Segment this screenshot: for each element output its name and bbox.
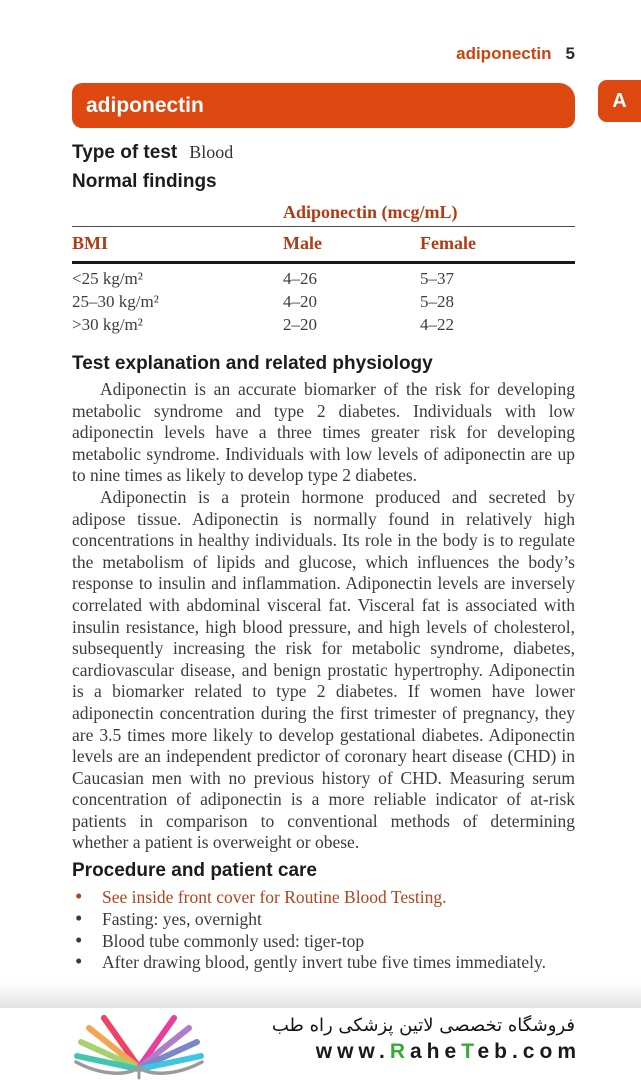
- table-row: [72, 313, 575, 336]
- website-segment: eb.com: [477, 1040, 581, 1063]
- website-link[interactable]: [316, 1040, 581, 1064]
- explanation-paragraph: Adiponectin is a protein hormone produced and secreted by adipose tissue. Adiponectin is normally found in relatively high concentrations in healthy individuals. Its role in the body is to regulate the metabolism of lipids and glucose, which influences the body’s response to insulin and inflammation. Adiponectin levels are inversely correlated with abdominal visceral fat. Visceral fat is associated with insulin resistance, high blood pressure, and high levels of cholesterol, subsequently increasing the risk for metabolic syndrome, diabetes, cardiovascular disease, and benign prostatic hypertrophy. Adiponectin is a biomarker related to type 2 diabetes. If women have lower adiponectin concentration during the first trimester of pregnancy, they are 3.5 times more likely to develop gestational diabetes. Adiponectin levels are an independent predictor of coronary heart disease (CHD) in Caucasian men with no previous history of CHD. Measuring serum concentration of adiponectin is a more reliable indicator of at-risk patients in comparison to conventional methods of determining whether a patient is overweight or obese.: [72, 486, 575, 853]
- explanation-paragraph: Adiponectin is an accurate biomarker of the risk for developing metabolic syndrome and type 2 diabetes. Individuals with low adiponectin levels have a three times greater risk for developing metabolic syndrome. Individuals with low levels of adiponectin are up to nine times as likely to develop type 2 diabetes.: [72, 379, 575, 486]
- cell-bmi: <25 kg/m²: [72, 269, 143, 288]
- procedure-bullet-routine-blood-testing: • See inside front cover for Routine Blood Testing.: [72, 887, 575, 909]
- cell-bmi: 25–30 kg/m²: [72, 292, 159, 311]
- table-column-headers: [72, 227, 575, 264]
- entry-title: adiponectin: [86, 93, 204, 117]
- entry-title-banner: [72, 83, 575, 128]
- procedure-heading: Procedure and patient care: [72, 860, 317, 882]
- cell-male: 4–26: [283, 269, 317, 288]
- normal-findings-heading: Normal findings: [72, 171, 217, 192]
- procedure-bullet-invert-tube: • After drawing blood, gently invert tube five times immediately.: [72, 952, 575, 974]
- running-header-title: adiponectin: [456, 44, 552, 63]
- explanation-heading: Test explanation and related physiology: [72, 353, 433, 374]
- entry-content: [72, 141, 575, 974]
- table-body: [72, 264, 575, 336]
- column-header-bmi: BMI: [72, 233, 108, 253]
- column-header-male: Male: [283, 233, 322, 253]
- index-tab-label: A: [612, 89, 627, 112]
- cell-male: 4–20: [283, 292, 317, 311]
- footer-watermark: [0, 1008, 641, 1080]
- page-number: 5: [565, 44, 575, 63]
- open-book-logo-icon: [72, 1012, 206, 1080]
- cell-female: 4–22: [420, 315, 454, 334]
- column-header-female: Female: [420, 233, 476, 253]
- website-segment: ahe: [410, 1040, 462, 1063]
- table-span-header: Adiponectin (mcg/mL): [72, 202, 575, 227]
- cell-female: 5–28: [420, 292, 454, 311]
- cell-bmi: >30 kg/m²: [72, 315, 143, 334]
- running-header: [72, 44, 575, 64]
- store-name-farsi: فروشگاه تخصصی لاتین پزشکی راه طب: [271, 1015, 575, 1036]
- website-segment-green: T: [461, 1040, 478, 1063]
- type-of-test-value: Blood: [189, 142, 234, 162]
- procedure-bullet-list: [72, 887, 575, 974]
- normal-findings-table: [72, 202, 575, 336]
- index-tab-a: [598, 80, 641, 122]
- cell-male: 2–20: [283, 315, 317, 334]
- website-segment-green: R: [389, 1040, 410, 1063]
- procedure-bullet-blood-tube: • Blood tube commonly used: tiger-top: [72, 931, 575, 953]
- website-segment: www.: [315, 1040, 390, 1063]
- table-row: [72, 290, 575, 313]
- procedure-bullet-fasting: • Fasting: yes, overnight: [72, 909, 575, 931]
- cell-female: 5–37: [420, 269, 454, 288]
- table-row: [72, 267, 575, 290]
- page-bottom-shadow: [0, 982, 641, 1008]
- type-of-test-row: [72, 142, 575, 164]
- type-of-test-label: Type of test: [72, 142, 178, 163]
